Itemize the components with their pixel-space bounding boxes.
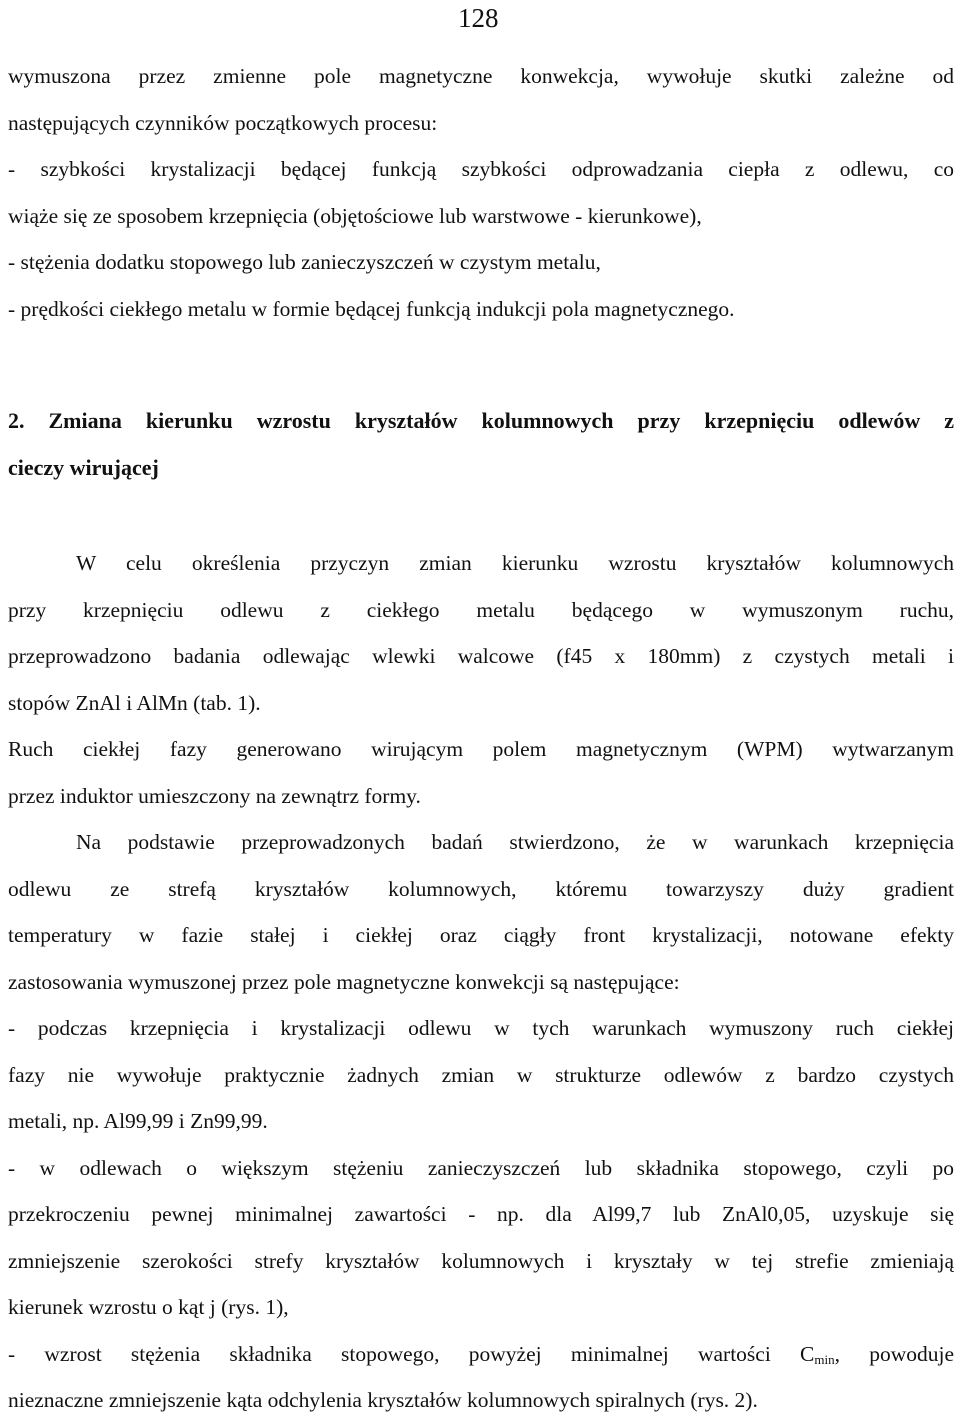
text-fragment: - wzrost stężenia składnika stopowego, powyżej minimalnej wartości C [8, 1341, 815, 1366]
text-line: Na podstawie przeprowadzonych badań stwierdzono, że w warunkach krzepnięcia [76, 830, 954, 854]
text-line: metali, np. Al99,99 i Zn99,99. [8, 1109, 268, 1133]
subscript: min [814, 1351, 835, 1367]
text-line: stopów ZnAl i AlMn (tab. 1). [8, 690, 261, 715]
text-line: przy krzepnięciu odlewu z ciekłego metalu będącego w wymuszonym ruchu, [8, 597, 954, 622]
text-line: - szybkości krystalizacji będącej funkcją szybkości odprowadzania ciepła z odlewu, co [8, 157, 954, 181]
text-line: W celu określenia przyczyn zmian kierunku wzrostu kryształów kolumnowych [76, 551, 954, 575]
document-page [8, 0, 954, 1419]
text-line: - podczas krzepnięcia i krystalizacji odlewu w tych warunkach wymuszony ruch ciekłej [8, 1016, 954, 1040]
text-line: kierunek wzrostu o kąt j (rys. 1), [8, 1295, 289, 1319]
text-line: przeprowadzono badania odlewając wlewki walcowe (f45 x 180mm) z czystych metali i [8, 644, 954, 668]
text-line-with-subscript [8, 1331, 954, 1378]
text-line: wiąże się ze sposobem krzepnięcia (objętościowe lub warstwowe - kierunkowe), [8, 203, 702, 228]
text-line: przez induktor umieszczony na zewnątrz formy. [8, 783, 421, 808]
text-line: - prędkości ciekłego metalu w formie będącej funkcją indukcji pola magnetycznego. [8, 296, 735, 321]
text-line: przekroczeniu pewnej minimalnej zawartości - np. dla Al99,7 lub ZnAl0,05, uzyskuje się [8, 1202, 954, 1226]
intro-paragraph [8, 53, 954, 332]
body-text [8, 540, 954, 1424]
text-line: - stężenia dodatku stopowego lub zanieczyszczeń w czystym metalu, [8, 250, 601, 274]
text-line: fazy nie wywołuje praktycznie żadnych zmian w strukturze odlewów z bardzo czystych [8, 1062, 954, 1087]
section-heading [8, 398, 954, 491]
text-line: - w odlewach o większym stężeniu zanieczyszczeń lub składnika stopowego, czyli po [8, 1155, 954, 1180]
heading-line: cieczy wirującej [8, 454, 159, 480]
page-number: 128 [458, 3, 499, 33]
text-line: Ruch ciekłej fazy generowano wirującym polem magnetycznym (WPM) wytwarzanym [8, 737, 954, 761]
text-line: temperatury w fazie stałej i ciekłej oraz ciągły front krystalizacji, notowane efekty [8, 923, 954, 947]
text-line: nieznaczne zmniejszenie kąta odchylenia kryształów kolumnowych spiralnych (rys. 2). [8, 1388, 758, 1412]
text-line: następujących czynników początkowych procesu: [8, 110, 438, 135]
text-line: wymuszona przez zmienne pole magnetyczne konwekcja, wywołuje skutki zależne od [8, 64, 954, 88]
text-line: odlewu ze strefą kryształów kolumnowych, któremu towarzyszy duży gradient [8, 876, 954, 901]
text-fragment: , powoduje [834, 1341, 954, 1366]
text-line: zastosowania wymuszonej przez pole magnetyczne konwekcji są następujące: [8, 969, 680, 994]
heading-line: 2. Zmiana kierunku wzrostu kryształów kolumnowych przy krzepnięciu odlewów z [8, 408, 954, 433]
text-line: zmniejszenie szerokości strefy kryształów kolumnowych i kryształy w tej strefie zmieniają [8, 1248, 954, 1273]
